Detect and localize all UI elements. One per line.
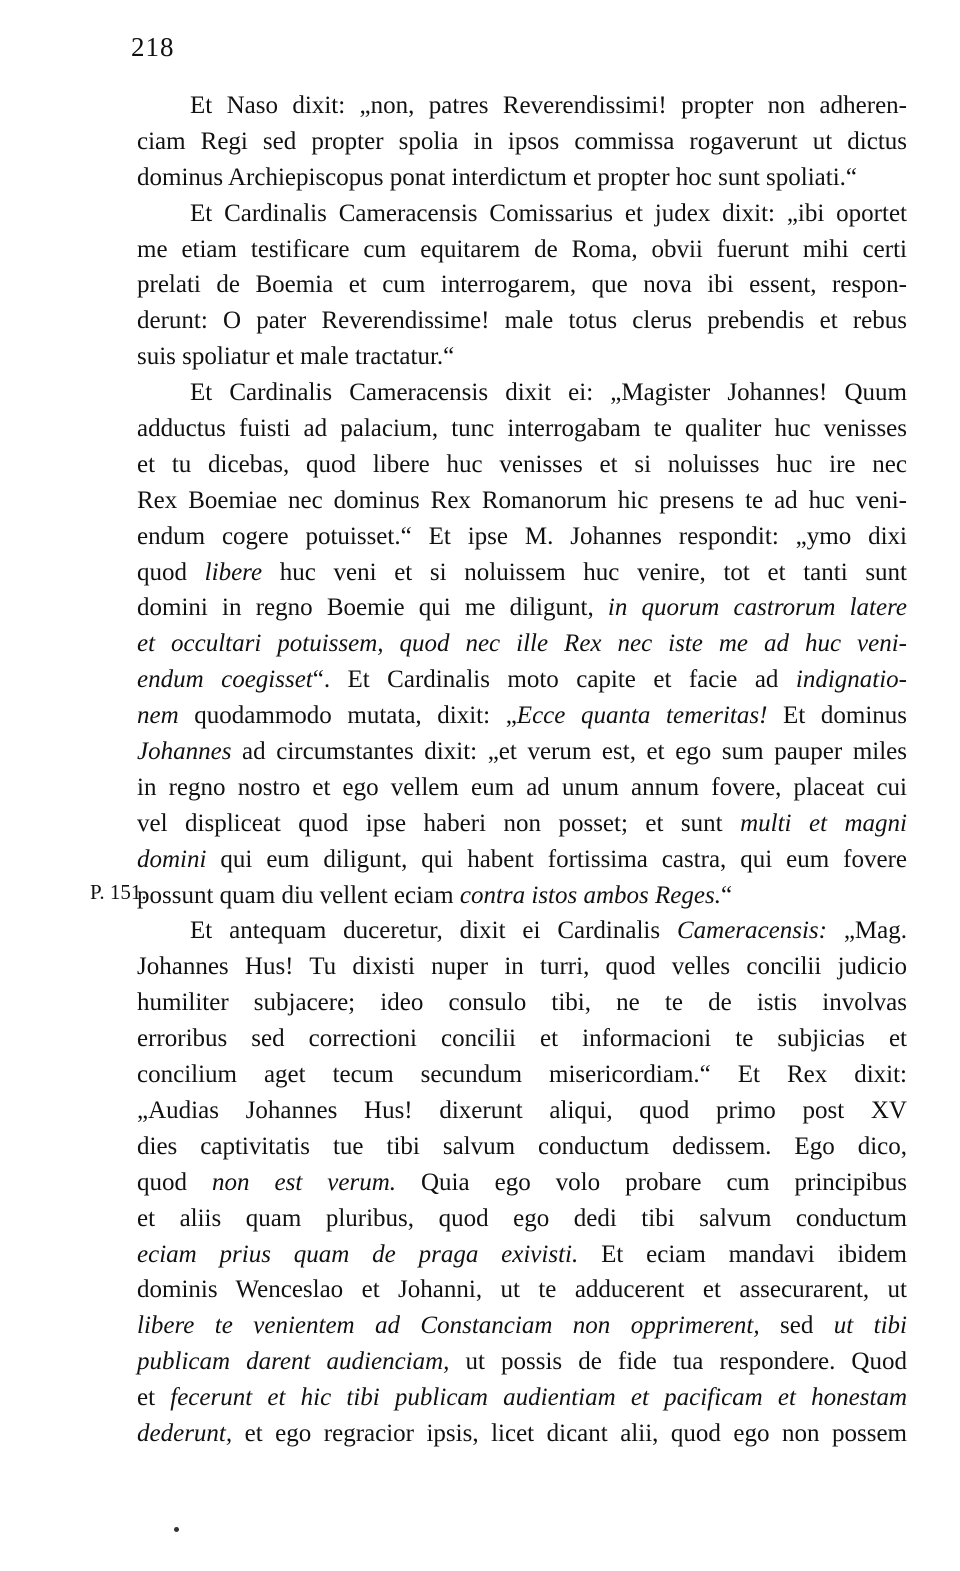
text-segment: ad circumstantes dixit: „et verum est, et ego sum pauper miles xyxy=(231,738,907,766)
text-segment: in regno nostro et ego vellem eum ad unum annum fovere, placeat cui xyxy=(137,773,907,801)
text-segment: ciam Regi sed propter spolia in ipsos commissa rogaverunt ut dictus xyxy=(137,127,907,155)
text-segment: quod xyxy=(137,1168,212,1196)
text-line xyxy=(137,626,907,662)
text-segment: Et eciam mandavi ibidem xyxy=(578,1240,908,1268)
text-segment: et aliis quam pluribus, quod ego dedi tibi salvum conductum xyxy=(137,1204,907,1232)
text-line xyxy=(137,519,907,555)
stray-dot xyxy=(174,1527,179,1532)
italic-text: Johannes xyxy=(137,738,232,766)
text-line xyxy=(137,698,907,734)
italic-text: Ecce quanta temeritas! xyxy=(516,702,768,730)
text-line xyxy=(137,1093,907,1129)
text-segment: “ xyxy=(720,881,733,909)
text-line xyxy=(137,913,907,949)
text-line xyxy=(137,411,907,447)
text-segment: prelati de Boemia et cum interrogarem, que nova ibi essent, respon- xyxy=(137,271,907,299)
italic-text: nem xyxy=(137,702,179,730)
text-segment: domini in regno Boemie qui me diligunt, xyxy=(137,594,608,622)
text-line xyxy=(137,483,907,519)
text-segment: Et Naso dixit: „non, patres Reverendissimi! propter non adheren- xyxy=(190,92,907,119)
text-segment: dies captivitatis tue tibi salvum conductum dedissem. Ego dico, xyxy=(137,1132,907,1160)
margin-note: P. 151. xyxy=(90,880,147,904)
italic-text: publicam darent audienciam, xyxy=(137,1348,450,1376)
text-line xyxy=(137,985,907,1021)
text-segment: ut possis de fide tua respondere. Quod xyxy=(449,1348,907,1376)
text-segment: et ego regracior ipsis, licet dicant alii, quod ego non possem xyxy=(232,1419,907,1447)
text-segment: Et dominus xyxy=(767,702,908,730)
text-line xyxy=(137,555,907,591)
italic-text: domini xyxy=(137,845,207,873)
text-segment: derunt: O pater Reverendissime! male totus clerus prebendis et rebus xyxy=(137,307,907,335)
text-segment: dominus Archiepiscopus ponat interdictum et propter hoc sunt spoliati.“ xyxy=(137,163,858,191)
text-line xyxy=(137,878,907,914)
italic-text: in quorum castrorum latere xyxy=(607,594,907,622)
text-line xyxy=(137,124,907,160)
text-line xyxy=(137,662,907,698)
italic-text: contra istos ambos Reges. xyxy=(459,881,721,909)
italic-text: multi et magni xyxy=(740,809,907,837)
text-segment: et tu dicebas, quod libere huc venisses et si noluisses huc ire nec xyxy=(137,450,907,478)
text-line xyxy=(137,590,907,626)
text-line xyxy=(137,1021,907,1057)
text-segment: erroribus sed correctioni concilii et informacioni te subjicias et xyxy=(137,1025,907,1053)
text-line xyxy=(137,1416,907,1452)
italic-text: fecerunt et hic tibi publicam audientiam et pacificam et honestam xyxy=(170,1384,908,1412)
text-line xyxy=(137,1380,907,1416)
text-segment: qui eum diligunt, qui habent fortissima castra, qui eum fovere xyxy=(206,845,907,873)
text-line xyxy=(137,1165,907,1201)
text-segment: adductus fuisti ad palacium, tunc interrogabam te qualiter huc venisses xyxy=(137,415,907,443)
text-line xyxy=(137,1344,907,1380)
text-segment: concilium aget tecum secundum misericordiam.“ Et Rex dixit: xyxy=(137,1061,907,1089)
italic-text: dederunt, xyxy=(137,1419,233,1447)
text-segment: „Audias Johannes Hus! dixerunt aliqui, quod primo post XV xyxy=(137,1096,907,1124)
text-segment: Et antequam duceretur, dixit ei Cardinalis xyxy=(190,917,677,945)
text-line xyxy=(137,1272,907,1308)
italic-text: et occultari potuissem, quod nec ille Rex nec iste me ad huc veni- xyxy=(137,630,907,658)
text-line xyxy=(137,88,907,124)
italic-text: Cameracensis: xyxy=(676,917,827,945)
text-segment: „Mag. xyxy=(826,917,908,945)
text-segment: Et Cardinalis Cameracensis dixit ei: „Magister Johannes! Quum xyxy=(190,379,907,407)
text-line xyxy=(137,1057,907,1093)
text-segment: huc veni et si noluissem huc venire, tot et tanti sunt xyxy=(262,558,907,586)
text-line xyxy=(137,770,907,806)
text-segment: endum cogere potuisset.“ Et ipse M. Johannes respondit: „ymo dixi xyxy=(137,522,907,550)
text-segment: dominis Wenceslao et Johanni, ut te adducerent et assecurarent, ut xyxy=(137,1276,907,1304)
text-segment: sed xyxy=(759,1312,834,1340)
text-segment: Rex Boemiae nec dominus Rex Romanorum hic presens te ad huc veni- xyxy=(137,486,907,514)
text-segment: possunt quam diu vellent eciam xyxy=(137,881,460,909)
text-segment: vel displiceat quod ipse haberi non posset; et sunt xyxy=(137,809,741,837)
text-line xyxy=(137,1129,907,1165)
text-line xyxy=(137,267,907,303)
text-segment: Johannes Hus! Tu dixisti nuper in turri, quod velles concilii judicio xyxy=(137,953,907,981)
text-segment: me etiam testificare cum equitarem de Roma, obvii fuerunt mihi certi xyxy=(137,235,907,263)
text-segment: quod xyxy=(137,558,205,586)
text-line xyxy=(137,1201,907,1237)
page-number: 218 xyxy=(131,32,175,62)
text-line xyxy=(137,339,907,375)
text-segment: humiliter subjacere; ideo consulo tibi, ne te de istis involvas xyxy=(137,989,907,1017)
text-line xyxy=(137,806,907,842)
italic-text: non est verum. xyxy=(212,1168,396,1196)
text-line xyxy=(137,303,907,339)
text-segment: Quia ego volo probare cum principibus xyxy=(396,1168,908,1196)
text-segment: Et Cardinalis Cameracensis Comissarius et judex dixit: „ibi oportet xyxy=(190,199,907,227)
italic-text: libere te venientem ad Constanciam non opprimerent, xyxy=(137,1312,760,1340)
italic-text: libere xyxy=(204,558,263,586)
text-line xyxy=(137,734,907,770)
text-segment: et xyxy=(137,1384,171,1412)
italic-text: ut tibi xyxy=(833,1312,907,1340)
italic-text: eciam prius quam de praga exivisti. xyxy=(137,1240,579,1268)
text-line xyxy=(137,1308,907,1344)
text-line xyxy=(137,1237,907,1273)
text-segment: quodammodo mutata, dixit: „ xyxy=(178,702,517,730)
text-line xyxy=(137,949,907,985)
text-line xyxy=(137,160,907,196)
text-line xyxy=(137,375,907,411)
text-line xyxy=(137,842,907,878)
text-line xyxy=(137,447,907,483)
text-segment: suis spoliatur et male tractatur.“ xyxy=(137,343,455,371)
text-line xyxy=(137,232,907,268)
italic-text: indignatio- xyxy=(795,666,907,694)
italic-text: endum coegisset xyxy=(137,666,313,694)
text-block xyxy=(137,88,907,1452)
text-line xyxy=(137,196,907,232)
text-segment: “. Et Cardinalis moto capite et facie ad xyxy=(312,666,796,694)
